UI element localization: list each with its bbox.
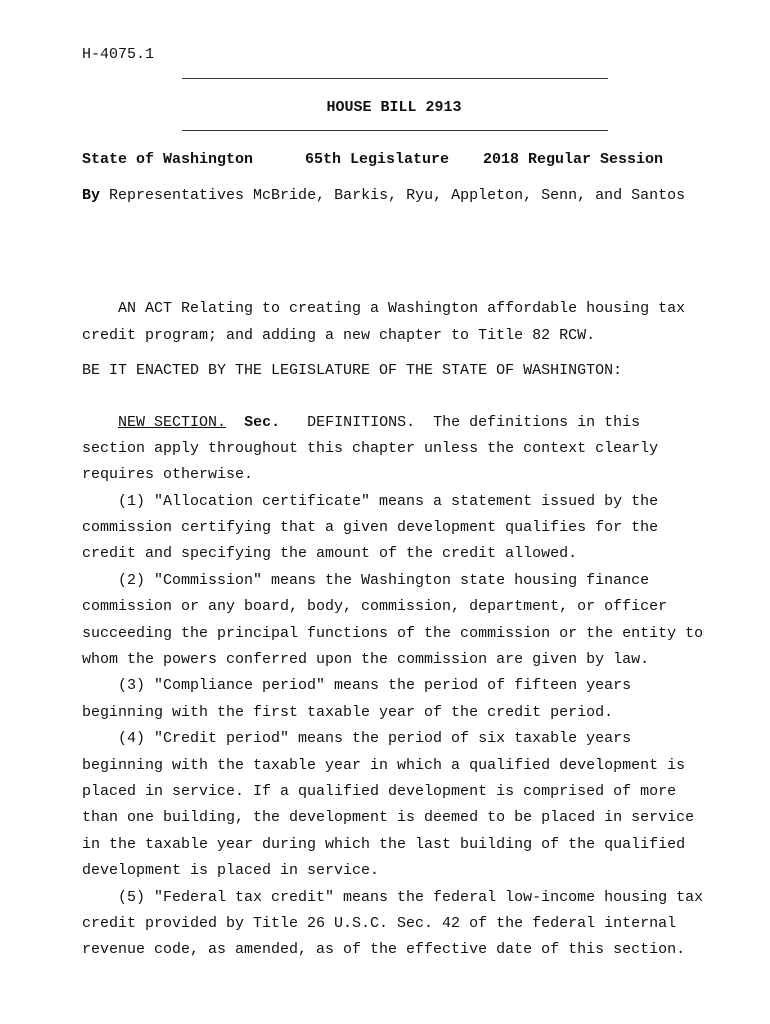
- enacting-clause: BE IT ENACTED BY THE LEGISLATURE OF THE STATE OF WASHINGTON:: [82, 362, 623, 379]
- sec-label: Sec.: [244, 414, 281, 431]
- by-label: By: [82, 187, 101, 204]
- body-line: revenue code, as amended, as of the effective date of this section.: [82, 941, 686, 958]
- body-line: placed in service. If a qualified development is comprised of more: [82, 783, 677, 800]
- document-id: H-4075.1: [82, 46, 155, 63]
- body-line: (1) "Allocation certificate" means a statement issued by the: [82, 493, 659, 510]
- title-rule-bottom: [182, 130, 608, 131]
- session-label: 2018 Regular Session: [483, 151, 664, 168]
- section-heading: [82, 414, 640, 432]
- sponsors-line: [82, 187, 685, 205]
- body-line: beginning with the taxable year in which a qualified development is: [82, 757, 686, 774]
- title-rule-top: [182, 78, 608, 79]
- body-line: than one building, the development is deemed to be placed in service: [82, 809, 695, 826]
- body-line: (2) "Commission" means the Washington state housing finance: [82, 572, 650, 589]
- body-line: commission certifying that a given development qualifies for the: [82, 519, 659, 536]
- sponsor-names: Representatives McBride, Barkis, Ryu, Appleton, Senn, and Santos: [109, 187, 686, 204]
- bill-title: HOUSE BILL 2913: [326, 99, 462, 116]
- legislature-label: 65th Legislature: [305, 151, 450, 168]
- body-line: commission or any board, body, commission, department, or officer: [82, 598, 668, 615]
- body-line: (5) "Federal tax credit" means the federal low-income housing tax: [82, 889, 704, 906]
- body-line: in the taxable year during which the last building of the qualified: [82, 836, 686, 853]
- body-line: development is placed in service.: [82, 862, 380, 879]
- body-line: succeeding the principal functions of the commission or the entity to: [82, 625, 704, 642]
- body-line: beginning with the first taxable year of the credit period.: [82, 704, 614, 721]
- new-section-label: NEW SECTION.: [118, 414, 227, 431]
- body-line: (4) "Credit period" means the period of six taxable years: [82, 730, 632, 747]
- body-line: whom the powers conferred upon the commission are given by law.: [82, 651, 650, 668]
- act-title-line-2: credit program; and adding a new chapter to Title 82 RCW.: [82, 327, 596, 344]
- state-label: State of Washington: [82, 151, 254, 168]
- body-line: credit provided by Title 26 U.S.C. Sec. 42 of the federal internal: [82, 915, 677, 932]
- act-title-line-1: AN ACT Relating to creating a Washington affordable housing tax: [82, 300, 686, 317]
- body-line: credit and specifying the amount of the credit allowed.: [82, 545, 578, 562]
- section-intro-line-2: section apply throughout this chapter unless the context clearly: [82, 440, 659, 457]
- definitions-heading: DEFINITIONS. The definitions in this: [280, 414, 641, 431]
- body-line: (3) "Compliance period" means the period of fifteen years: [82, 677, 632, 694]
- section-intro-line-3: requires otherwise.: [82, 466, 254, 483]
